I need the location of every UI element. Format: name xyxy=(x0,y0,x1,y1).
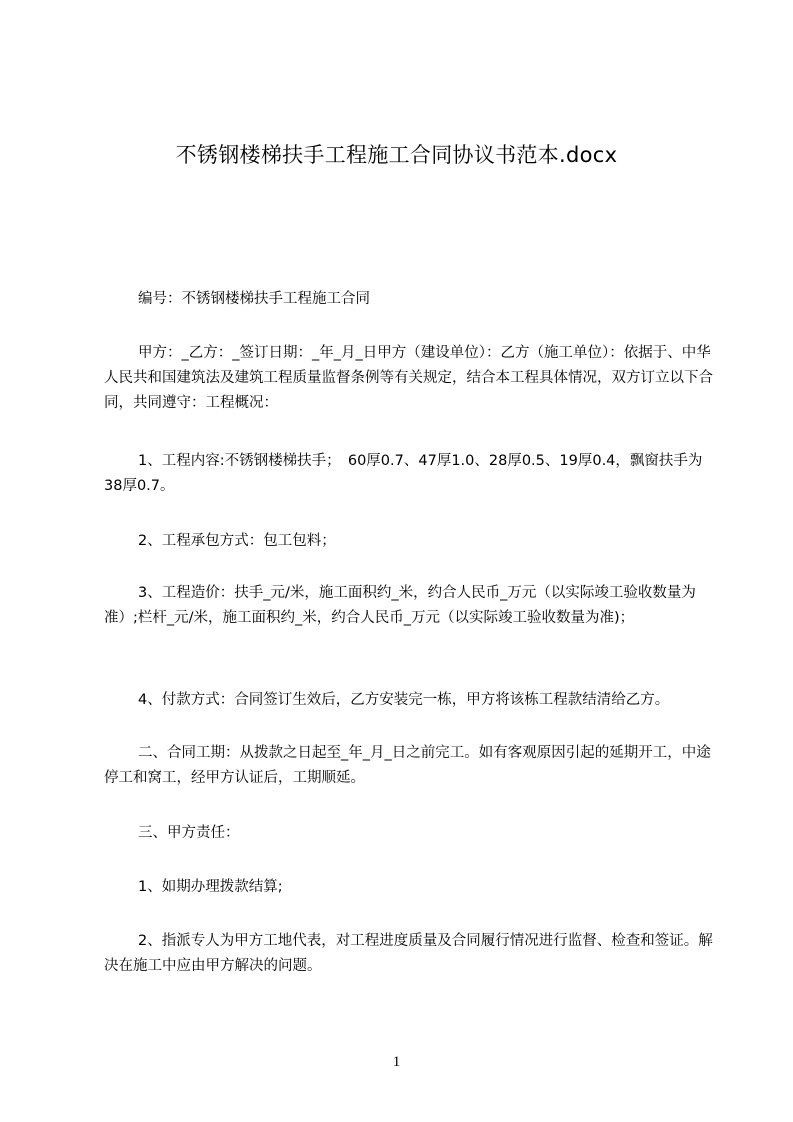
paragraph-duty-1: 1、如期办理拨款结算; xyxy=(138,879,283,895)
page-number: 1 xyxy=(392,1054,401,1070)
document-title: 不锈钢楼梯扶手工程施工合同协议书范本.docx xyxy=(175,143,618,167)
paragraph-parties: 甲方：_乙方：_签订日期：_年_月_日甲方（建设单位）：乙方（施工单位）：依据于、中华人民共和国建筑法及建筑工程质量监督条例等有关规定，结合本工程具体情况，双方订立以下合同，共同遵守：工程概况： xyxy=(104,345,713,411)
paragraph-contract-number: 编号：不锈钢楼梯扶手工程施工合同 xyxy=(138,291,370,307)
paragraph-party-a-duties-heading: 三、甲方责任： xyxy=(138,825,240,841)
paragraph-duty-2: 2、指派专人为甲方工地代表，对工程进度质量及合同履行情况进行监督、检查和签证。解决在施工中应由甲方解决的问题。 xyxy=(104,933,713,974)
paragraph-payment: 4、付款方式：合同签订生效后，乙方安装完一栋，甲方将该栋工程款结清给乙方。 xyxy=(138,692,670,708)
paragraph-schedule: 二、合同工期：从拨款之日起至_年_月_日之前完工。如有客观原因引起的延期开工，中途停工和窝工，经甲方认证后，工期顺延。 xyxy=(104,745,711,786)
paragraph-work-content: 1、工程内容:不锈钢楼梯扶手； 60厚0.7、47厚1.0、28厚0.5、19厚0.4，飘窗扶手为38厚0.7。 xyxy=(104,453,703,494)
paragraph-contract-method: 2、工程承包方式：包工包料； xyxy=(138,533,336,549)
paragraph-cost: 3、工程造价：扶手_元/米，施工面积约_米，约合人民币_万元（以实际竣工验收数量为准）;栏杆_元/米，施工面积约_米，约合人民币_万元（以实际竣工验收数量为准)； xyxy=(104,585,696,626)
